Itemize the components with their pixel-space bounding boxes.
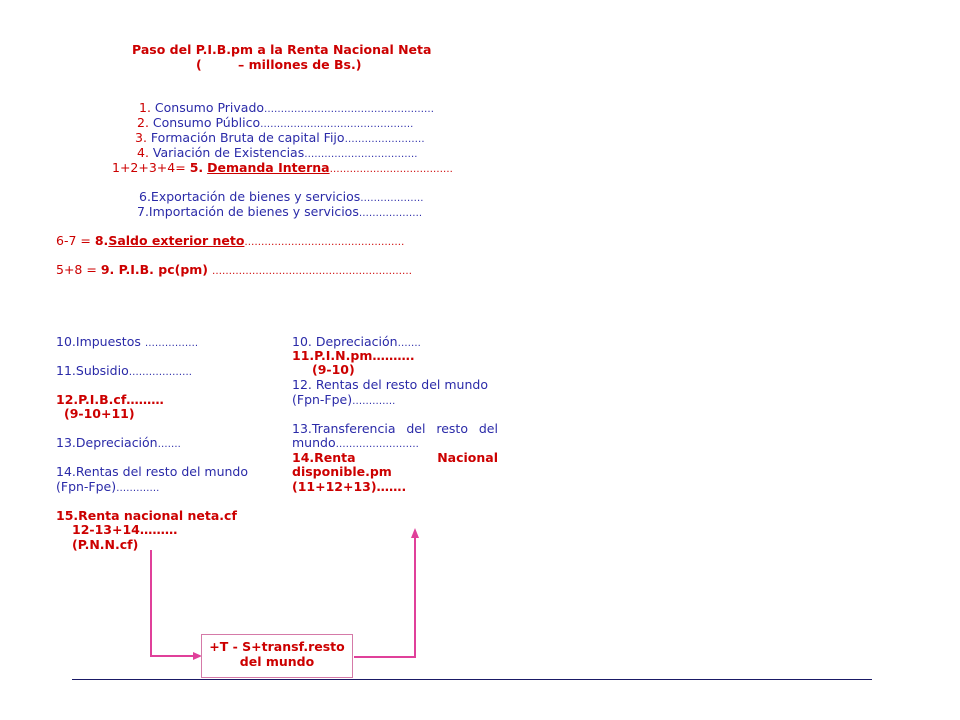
dots: …………. — [116, 483, 160, 494]
label: 13.Depreciación — [56, 435, 158, 450]
item-label: 6.Exportación de bienes y servicios — [139, 189, 361, 204]
label: 10. Depreciación — [292, 334, 398, 349]
label: (Fpn-Fpe) — [292, 392, 353, 407]
dots: …………. — [352, 396, 396, 407]
right-rentas-line1: 12. Rentas del resto del mundo — [292, 377, 488, 392]
right-pin-formula: (9-10) — [312, 362, 355, 377]
page-title: Paso del P.I.B.pm a la Renta Nacional Neta — [132, 42, 432, 57]
word: 14.Renta — [292, 450, 356, 465]
transfer-box — [201, 634, 353, 678]
bottom-divider — [72, 679, 872, 680]
word: del — [478, 421, 498, 436]
item-dots: ………………. — [358, 208, 423, 219]
transfer-box-line2: del mundo — [239, 654, 315, 669]
label: 11.Subsidio — [56, 363, 129, 378]
item-number: 4. — [137, 145, 149, 160]
item-dots: …………………………………………… — [264, 104, 435, 115]
arrowhead-up — [411, 528, 419, 538]
left-rnn-line2: 12-13+14……… — [72, 522, 178, 537]
item-label: Saldo exterior neto — [108, 233, 245, 248]
label: 10.Impuestos — [56, 334, 141, 349]
left-rentas-line1: 14.Rentas del resto del mundo — [56, 464, 248, 479]
item-label: Consumo Público — [152, 115, 261, 130]
right-renta-line2: disponible.pm — [292, 464, 392, 479]
item-number: 2. — [137, 115, 149, 130]
dots: ……. — [397, 338, 421, 349]
label: mundo — [292, 435, 336, 450]
item-dots: ………………………………. — [329, 164, 453, 175]
formula: 6-7 = — [56, 233, 91, 248]
transfer-box-line1: +T - S+transf.resto — [209, 639, 345, 654]
dots: ………………. — [128, 367, 192, 378]
arrow-box-to-right — [354, 536, 415, 657]
left-pib-cf-formula: (9-10+11) — [64, 406, 135, 421]
word: resto — [436, 421, 468, 436]
dots: ……………. — [144, 338, 199, 349]
right-renta-line3: (11+12+13)……. — [292, 479, 407, 494]
item-dots: ………………………………………… — [244, 237, 405, 248]
formula: 5+8 = — [56, 262, 97, 277]
page-subtitle: – millones de Bs.) — [238, 57, 362, 72]
word: del — [406, 421, 426, 436]
label: (Fpn-Fpe) — [56, 479, 117, 494]
left-rnn-line3: (P.N.N.cf) — [72, 537, 139, 552]
dots: ……. — [157, 439, 181, 450]
word: Nacional — [437, 450, 498, 465]
left-rnn-line1: 15.Renta nacional neta.cf — [56, 508, 237, 523]
dots: ……………………. — [335, 439, 419, 450]
item-label: Demanda Interna — [207, 160, 330, 175]
arrow-left-to-box — [151, 550, 195, 656]
item-dots: …………………… — [344, 134, 425, 145]
item-dots: ………………………………………. — [260, 119, 414, 130]
word: 13.Transferencia — [292, 421, 396, 436]
item-dots: ………………. — [360, 193, 424, 204]
item-dots: …………………………………………………… — [212, 266, 412, 277]
right-pin: 11.P.I.N.pm………. — [292, 348, 415, 363]
item-label: 9. P.I.B. pc(pm) — [100, 262, 209, 277]
item-number: 1. — [139, 100, 151, 115]
item-label: Formación Bruta de capital Fijo — [150, 130, 345, 145]
formula: 1+2+3+4= — [112, 160, 186, 175]
item-number: 5. — [189, 160, 204, 175]
item-number: 3. — [135, 130, 147, 145]
item-number: 8. — [94, 233, 109, 248]
item-label: 7.Importación de bienes y servicios — [137, 204, 359, 219]
item-label: Consumo Privado — [154, 100, 265, 115]
item-label: Variación de Existencias — [152, 145, 305, 160]
page-subtitle-open: ( — [196, 57, 202, 72]
item-dots: ……………………………. — [304, 149, 418, 160]
left-pib-cf: 12.P.I.B.cf……… — [56, 392, 164, 407]
